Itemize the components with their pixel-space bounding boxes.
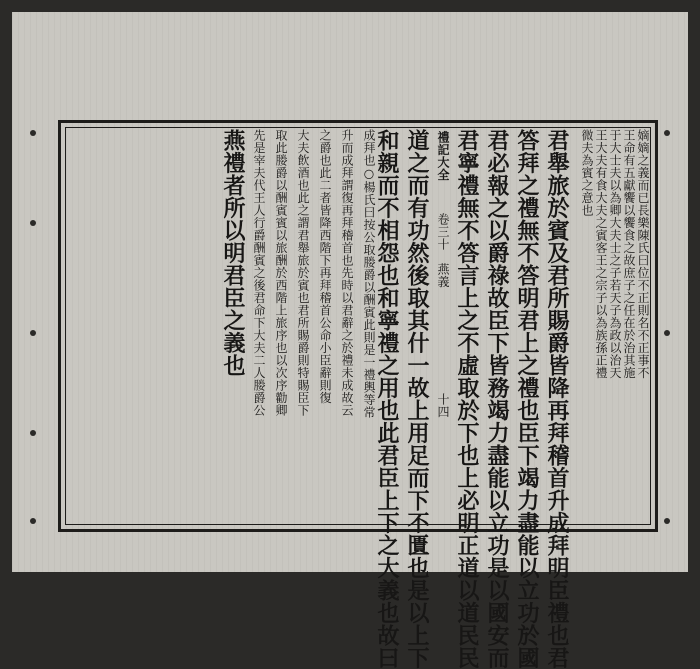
commentary-column-3: 大夫飲酒也此之謂君舉旅於賓也君所賜爵則特賜臣下: [296, 129, 310, 417]
right-note-4: 王大夫有食大夫之賓客王之宗子以為族孫正禮: [594, 129, 608, 379]
main-column-4: 君寧禮無不答言上之不虛取於下也上必明正道以道民民: [454, 129, 480, 669]
binding-hole: [30, 130, 36, 136]
binding-hole: [664, 330, 670, 336]
commentary-column-1: 先是宰夫代王人行爵酬賓之後君命下大夫二人媵爵公: [252, 129, 266, 417]
fold-page: 十四: [436, 393, 450, 418]
binding-hole: [664, 518, 670, 524]
page-sheet: [12, 12, 688, 669]
main-column-7: 燕禮者所以明君臣之義也: [220, 129, 246, 377]
commentary-column-4: 之爵也此二者皆降西階下再拜稽首公命小臣辭則復: [318, 129, 332, 404]
main-column-1: 君舉旅於賓及君所賜爵皆降再拜稽首升成拜明臣禮也君: [544, 129, 570, 669]
main-column-2: 答拜之禮無不答明君上之禮也臣下竭力盡能以立功於國: [514, 129, 540, 669]
fold-section: 燕義: [436, 263, 450, 288]
binding-hole: [30, 518, 36, 524]
main-column-5: 道之而有功然後取其什一故上用足而下不匱也是以上下: [404, 129, 430, 669]
commentary-column-5: 升而成拜謂復再拜稽首也先時以君辭之於禮未成故云: [340, 129, 354, 417]
binding-hole: [30, 430, 36, 436]
binding-hole: [30, 330, 36, 336]
right-note-2: 王命有五獻饗以饗食之故庶子之任在於治其施: [622, 129, 636, 379]
main-column-6: 和親而不相怨也和寧禮之用也此君臣上下之大義也故曰: [374, 129, 400, 669]
right-note-1: 嫡嫡之義而已長樂陳氏曰位不正則名不正事不: [636, 129, 650, 379]
right-note-5: 微夫為賓之意也: [580, 129, 594, 217]
binding-hole: [30, 220, 36, 226]
commentary-column-2: 取此媵爵以酬賓賓以旅酬於西階上旅序也以次序勸卿: [274, 129, 288, 417]
print-frame: [58, 120, 658, 669]
binding-hole: [664, 130, 670, 136]
fold-title: 禮記大全: [436, 131, 450, 181]
commentary-column-6: 成拜也○楊氏曰按公取媵爵以酬賓此則是一禮輿等常: [362, 129, 376, 419]
fold-volume: 卷三十: [436, 213, 450, 251]
right-note-3: 于大士夫以為卿大夫士之子若天子為政以治天: [608, 129, 622, 379]
main-column-3: 君必報之以爵祿故臣下皆務竭力盡能以立功是以國安而: [484, 129, 510, 669]
